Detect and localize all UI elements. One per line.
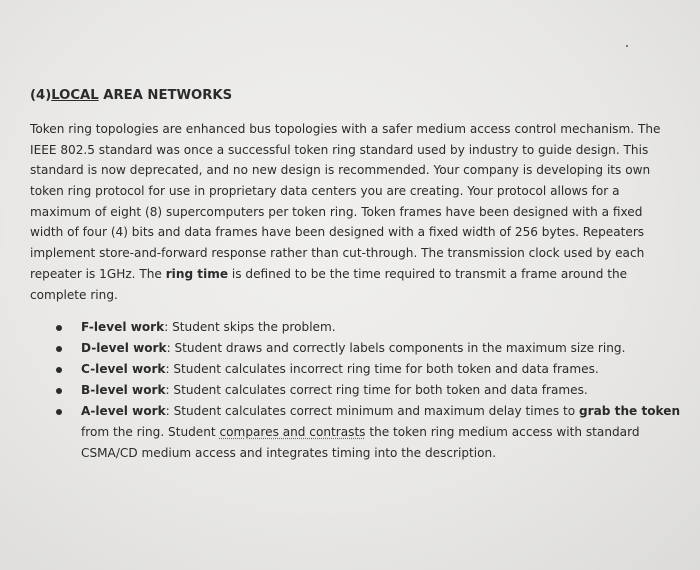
level-label: D-level work [81, 341, 167, 355]
level-description: from the ring. Student [81, 425, 220, 439]
list-item-b-level [56, 380, 696, 401]
level-description: : Student draws and correctly labels components in the maximum size ring. [166, 341, 626, 355]
bullet-icon [56, 325, 62, 331]
level-description: the token ring medium access with standard [365, 425, 640, 439]
list-item-text [81, 338, 696, 359]
grading-rubric-list [56, 317, 696, 464]
heading-rest: AREA NETWORKS [98, 88, 233, 103]
heading-underlined: LOCAL [51, 88, 99, 103]
level-description: : Student calculates correct minimum and maximum delay times to [165, 404, 580, 418]
list-item-text [81, 401, 696, 422]
level-label: C-level work [81, 362, 166, 376]
bullet-icon [56, 367, 62, 373]
list-item-text: CSMA/CD medium access and integrates timing into the description. [81, 446, 497, 460]
paragraph-line: complete ring. [30, 287, 118, 302]
paragraph-line: Token ring topologies are enhanced bus topologies with a safer medium access control mechanism. The [30, 122, 661, 136]
list-item-text [81, 317, 696, 338]
paragraph-text: is defined to be the time required to transmit a frame around the [228, 266, 628, 281]
problem-paragraph [30, 119, 700, 305]
list-item-text [81, 380, 696, 401]
ring-time-term: ring time [165, 266, 229, 281]
list-item-c-level [56, 359, 696, 380]
paragraph-line: IEEE 802.5 standard was once a successful token ring standard used by industry to guide design. This [30, 142, 649, 157]
list-item-f-level [56, 317, 696, 338]
list-item-d-level [56, 338, 696, 359]
level-description: : Student calculates correct ring time for both token and data frames. [165, 383, 588, 397]
grab-token-term: grab the token [579, 404, 681, 418]
level-label: A-level work [81, 404, 166, 418]
dust-speck [626, 45, 628, 47]
paragraph-line: width of four (4) bits and data frames have been designed with a fixed width of 256 bytes. Repeaters [30, 225, 645, 240]
level-label: F-level work [81, 320, 165, 334]
paragraph-line: implement store-and-forward response rather than cut-through. The transmission clock used by each [30, 246, 645, 261]
section-heading [30, 88, 232, 103]
list-item-text [81, 359, 696, 380]
level-description: : Student calculates incorrect ring time for both token and data frames. [165, 362, 599, 376]
paragraph-line: standard is now deprecated, and no new design is recommended. Your company is developing its own [30, 163, 651, 178]
paragraph-line: maximum of eight (8) supercomputers per token ring. Token frames have been designed with a fixed [30, 204, 643, 219]
spellcheck-underlined-phrase: compares and contrasts [219, 425, 366, 439]
level-label: B-level work [81, 383, 166, 397]
level-description: : Student skips the problem. [164, 320, 336, 334]
heading-prefix: (4) [30, 88, 52, 103]
paragraph-line: token ring protocol for use in proprietary data centers you are creating. Your protocol allows for a [30, 184, 620, 199]
bullet-icon [56, 346, 62, 352]
list-item-a-level [56, 401, 696, 464]
paragraph-text: repeater is 1GHz. The [30, 266, 166, 281]
bullet-icon [56, 388, 62, 394]
bullet-icon [56, 409, 62, 415]
list-item-text [81, 422, 696, 443]
paragraph-line [30, 264, 700, 285]
